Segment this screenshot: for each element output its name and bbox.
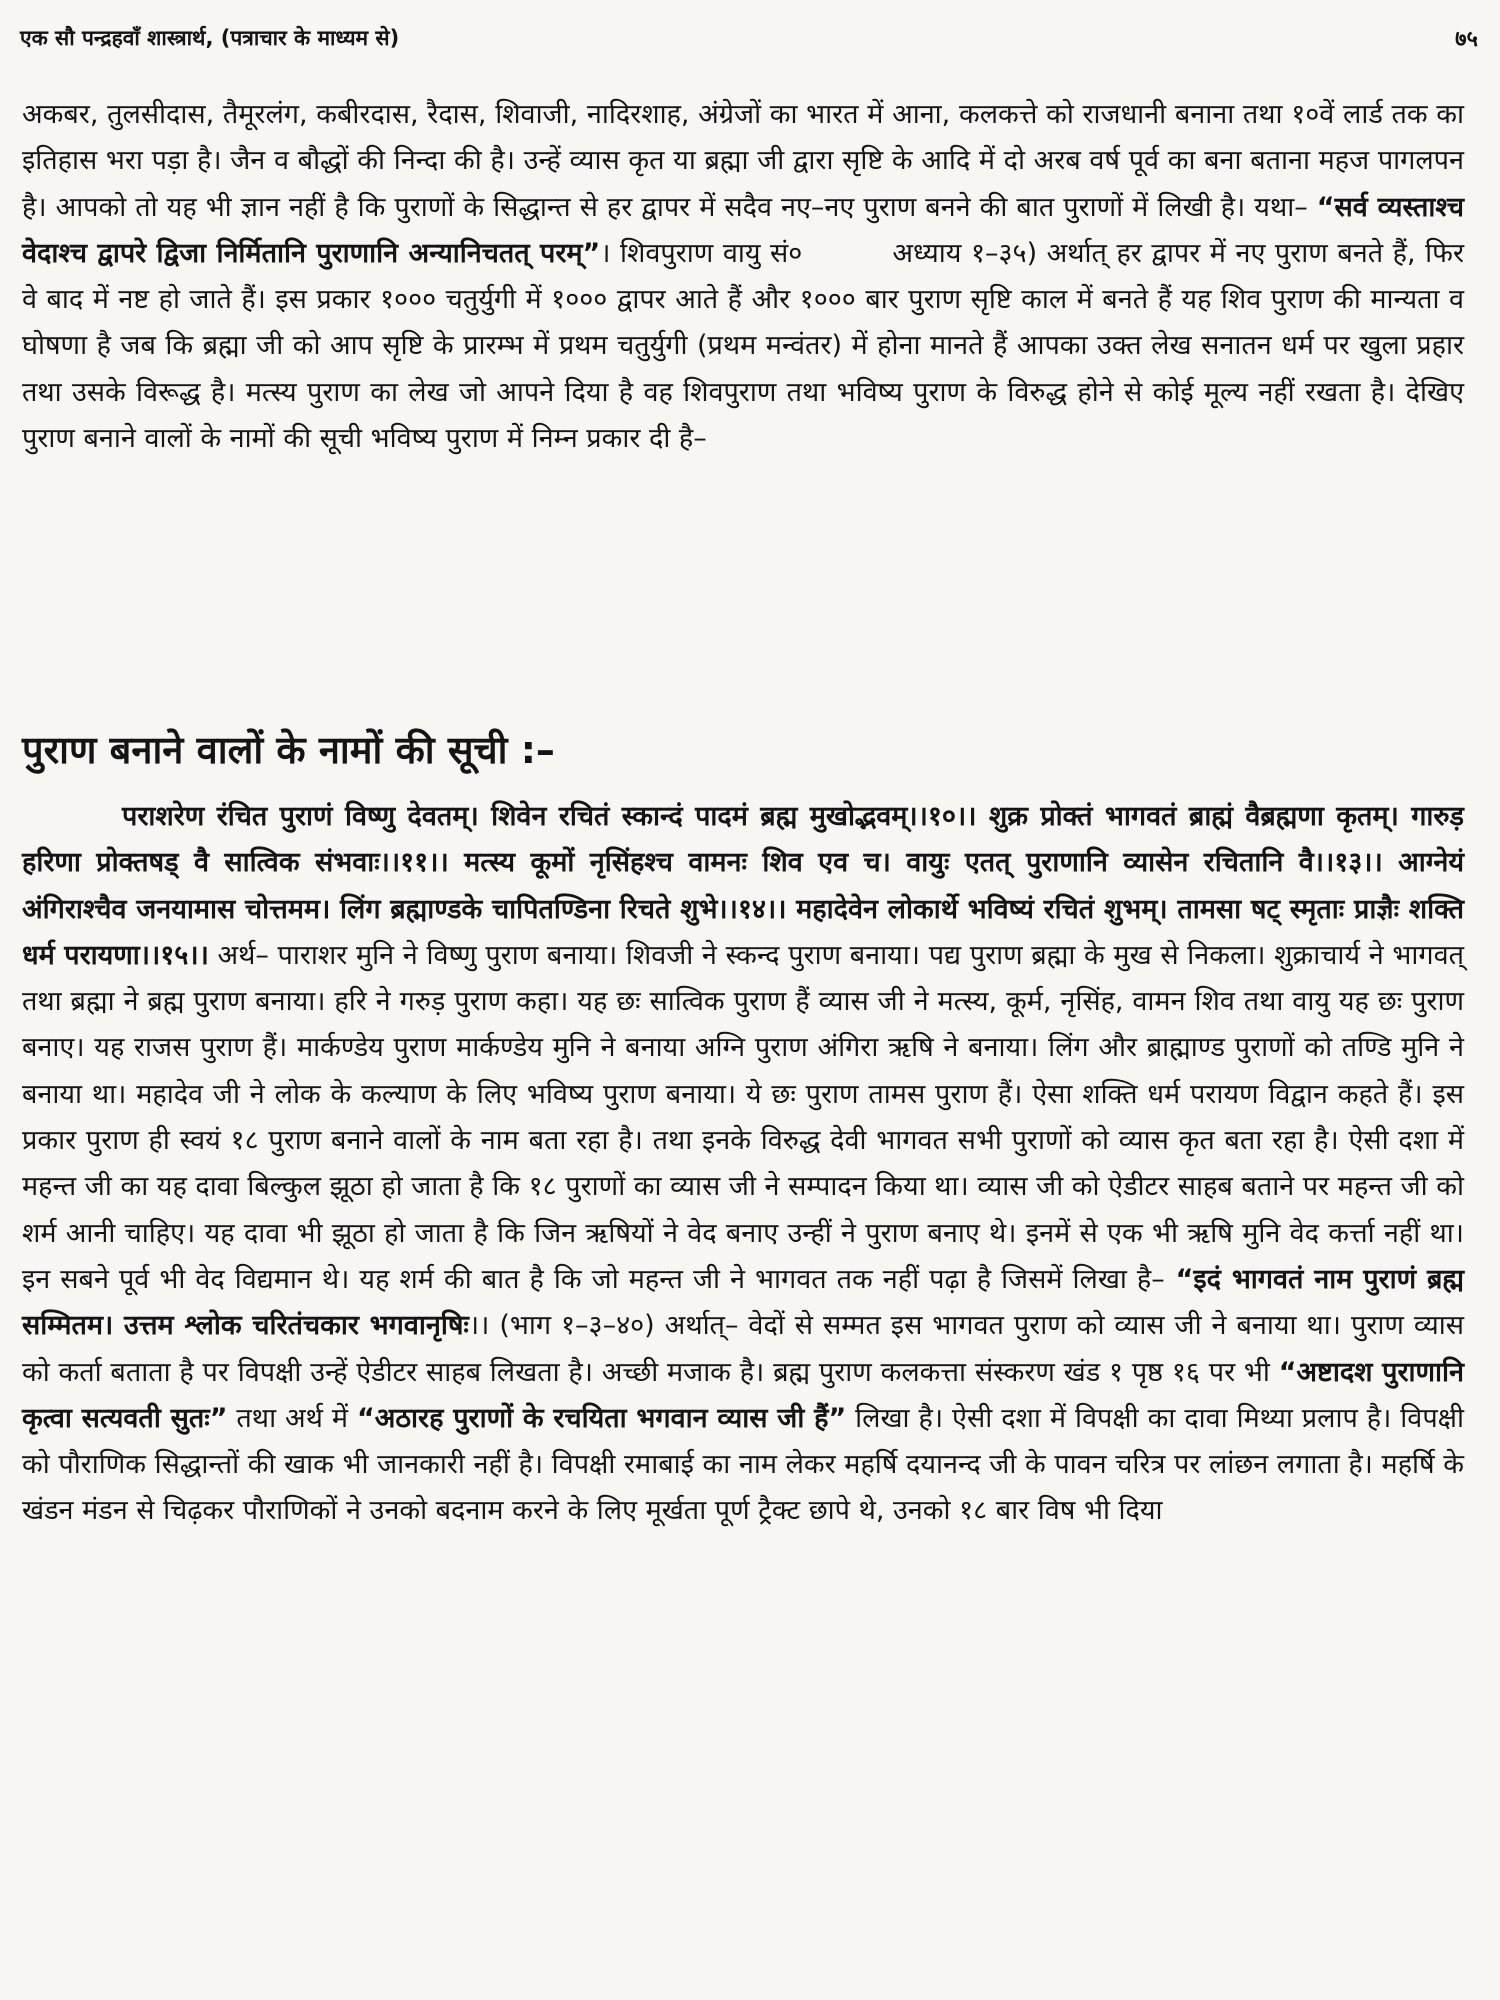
para2-text-3: तथा अर्थ में [227,1402,357,1434]
paragraph-2 [22,794,1464,1535]
para1-text-2: । शिवपुराण वायु सं० [600,237,803,269]
section-heading: पुराण बनाने वालों के नामों की सूची :– [22,728,555,772]
sanskrit-verses: पराशरेण रंचित पुराणं विष्णु देवतम्। शिवेन रचितं स्कान्दं पादमं ब्रह्म मुखोद्भवम्।।१०।। शुक्र प्रोक्तं भागवतं ब्राह्मं वैब्रह्मणा कृतम्। गारुड़ हरिणा प्रोक्तषड् वै सात्विक संभवाः।।११।। मत्स्य कूमों नृसिंहश्च वामनः शिव एव च। वायुः एतत् पुराणानि व्यासेन रचितानि वै।।१३।। आग्नेयं अंगिराश्चैव जनयामास चोत्तमम। लिंग ब्रह्माण्डके चापितण्डिना रिचते शुभे।।१४।। महादेवेन लोकार्थे भविष्यं रचितं शुभम्। तामसा षट् स्मृताः प्राज्ञैः शक्ति धर्म परायणा।।१५।। [22,801,1464,971]
para2-text-4: लिखा है। ऐसी दशा में विपक्षी का दावा मिथ्या प्रलाप है। विपक्षी को पौराणिक सिद्धान्तों की खाक भी जानकारी नहीं है। विपक्षी रमाबाई का नाम लेकर महर्षि दयानन्द जी के पावन चरित्र पर लांछन लगाता है। महर्षि के खंडन मंडन से चिढ़कर पौराणिकों ने उनको बदनाम करने के लिए मूर्खता पूर्ण ट्रैक्ट छापे थे, उनको १८ बार विष भी दिया [22,1402,1465,1527]
header-title: एक सौ पन्द्रहवाँ शास्त्रार्थ, (पत्राचार के माध्यम से) [20,26,400,50]
para2-quote-3: “अठारह पुराणों के रचयिता भगवान व्यास जी हैं” [357,1402,847,1434]
para1-text-3: अध्याय १–३५) अर्थात् हर द्वापर में नए पुराण बनते हैं, फिर वे बाद में नष्ट हो जाते हैं। इस प्रकार १००० चतुर्युगी में १००० द्वापर आते हैं और १००० बार पुराण सृष्टि काल में बनते हैं यह शिव पुराण की मान्यता व घोषणा है जब कि ब्रह्मा जी को आप सृष्टि के प्रारम्भ में प्रथम चतुर्युगी (प्रथम मन्वंतर) में होना मानते हैं आपका उक्त लेख सनातन धर्म पर खुला प्रहार तथा उसके विरूद्ध है। मत्स्य पुराण का लेख जो आपने दिया है वह शिवपुराण तथा भविष्य पुराण के विरुद्ध होने से कोई मूल्य नहीं रखता है। देखिए पुराण बनाने वालों के नामों की सूची भविष्य पुराण में निम्न प्रकार दी है– [22,237,1464,455]
running-header [20,18,1478,58]
page-number: ७५ [1455,27,1478,52]
para1-text-1: अकबर, तुलसीदास, तैमूरलंग, कबीरदास, रैदास, शिवाजी, नादिरशाह, अंग्रेजों का भारत में आना, कलकत्ते को राजधानी बनाना तथा १०वें लार्ड तक का इतिहास भरा पड़ा है। जैन व बौद्धों की निन्दा की है। उन्हें व्यास कृत या ब्रह्मा जी द्वारा सृष्टि के आदि में दो अरब वर्ष पूर्व का बना बताना महज पागलपन है। आपको तो यह भी ज्ञान नहीं है कि पुराणों के सिद्धान्त से हर द्वापर में सदैव नए–नए पुराण बनने की बात पुराणों में लिखी है। यथा– [22,99,1464,223]
paragraph-1 [22,92,1464,462]
para2-quote-1: “इदं भागवतं नाम पुराणं ब्रह्म सम्मितम। उत्तम श्लोक चरितंचकार भगवानृषिः [22,1263,1464,1342]
para2-quote-2: “अष्टादश पुराणानि कृत्वा सत्यवती सुतः” [22,1356,1464,1434]
para1-quote-1: “सर्व व्यस्ताश्च वेदाश्च द्वापरे द्विजा निर्मितानि पुराणानि अन्यानिचतत् परम्” [22,191,1464,269]
para2-text-1: अर्थ– पाराशर मुनि ने विष्णु पुराण बनाया। शिवजी ने स्कन्द पुराण बनाया। पद्य पुराण ब्रह्मा के मुख से निकला। शुक्राचार्य ने भागवत् तथा ब्रह्मा ने ब्रह्म पुराण बनाया। हरि ने गरुड़ पुराण कहा। यह छः सात्विक पुराण हैं व्यास जी ने मत्स्य, कूर्म, नृसिंह, वामन शिव तथा वायु यह छः पुराण बनाए। यह राजस पुराण हैं। मार्कण्डेय पुराण मार्कण्डेय मुनि ने बनाया अग्नि पुराण अंगिरा ऋषि ने बनाया। लिंग और ब्राह्माण्ड पुराणों को तण्डि मुनि ने बनाया था। महादेव जी ने लोक के कल्याण के लिए भविष्य पुराण बनाया। ये छः पुराण तामस पुराण हैं। ऐसा शक्ति धर्म परायण विद्वान कहते हैं। इस प्रकार पुराण ही स्वयं १८ पुराण बनाने वालों के नाम बता रहा है। तथा इनके विरुद्ध देवी भागवत सभी पुराणों को व्यास कृत बता रहा है। ऐसी दशा में महन्त जी का यह दावा बिल्कुल झूठा हो जाता है कि १८ पुराणों का व्यास जी ने सम्पादन किया था। व्यास जी को ऐडीटर साहब बताने पर महन्त जी को शर्म आनी चाहिए। यह दावा भी झूठा हो जाता है कि जिन ऋषियों ने वेद बनाए उन्हीं ने पुराण बनाए थे। इनमें से एक भी ऋषि मुनि वेद कर्त्ता नहीं था। इन सबने पूर्व भी वेद विद्यमान थे। यह शर्म की बात है कि जो महन्त जी ने भागवत तक नहीं पढ़ा है जिसमें लिखा है– [22,939,1464,1295]
para2-text-2: ।। (भाग १–३–४०) अर्थात्– वेदों से सम्मत इस भागवत पुराण को व्यास जी ने बनाया था। पुराण व्यास को कर्ता बताता है पर विपक्षी उन्हें ऐडीटर साहब लिखता है। अच्छी मजाक है। ब्रह्म पुराण कलकत्ता संस्करण खंड १ पृष्ठ १६ पर भी [22,1310,1464,1388]
